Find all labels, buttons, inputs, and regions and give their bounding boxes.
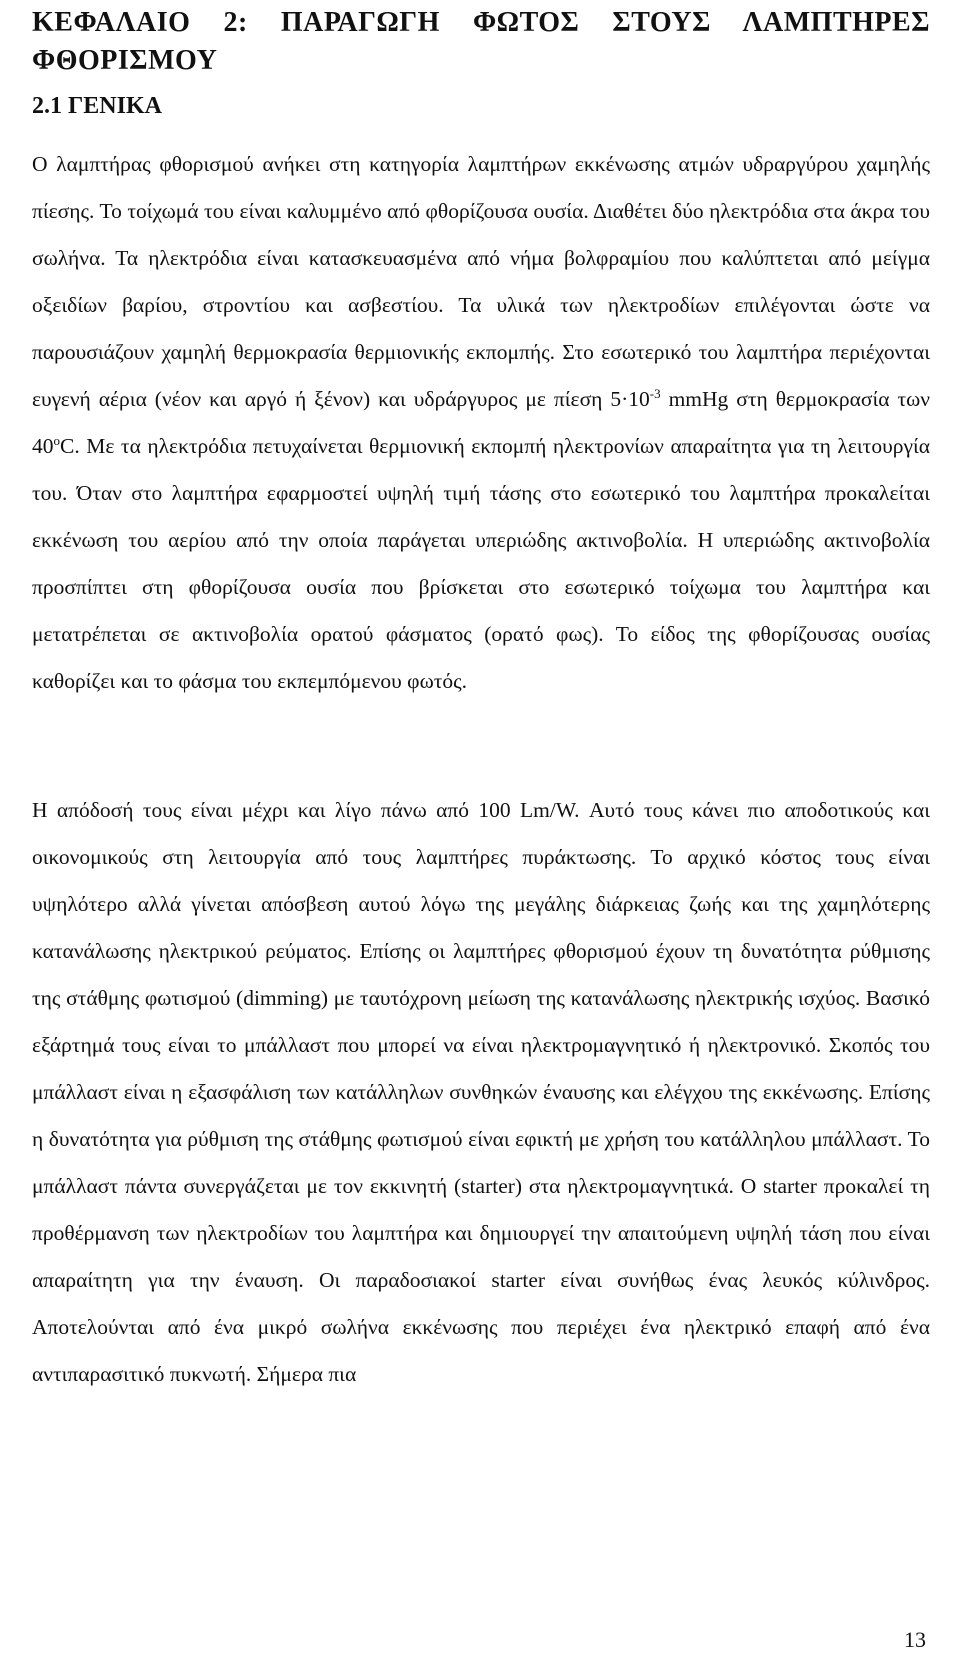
degree-superscript: o (53, 432, 60, 448)
chapter-title: ΚΕΦΑΛΑΙΟ 2: ΠΑΡΑΓΩΓΗ ΦΩΤΟΣ ΣΤΟΥΣ ΛΑΜΠΤΗΡΕΣ ΦΘΟΡΙΣΜΟΥ (32, 7, 930, 76)
page-number: 13 (904, 1627, 926, 1652)
paragraph-1-text-b: mmHg στη θερμοκρασία των 40 (32, 387, 930, 458)
body-paragraph-2: Η απόδοσή τους είναι μέχρι και λίγο πάνω από 100 Lm/W. Αυτό τους κάνει πιο αποδοτικούς και οικονομικούς στη λειτουργία από τους λαμπτήρες πυράκτωσης. Το αρχικό κόστος τους είναι υψηλότερο αλλά γίνεται απόσβεση αυτού λόγω της μεγάλης διάρκειας ζωής και της χαμηλότερης κατανάλωσης ηλεκτρικού ρεύματος. Επίσης οι λαμπτήρες φθορισμού έχουν τη δυνατότητα ρύθμισης της στάθμης φωτισμού (dimming) με ταυτόχρονη μείωση της κατανάλωσης ηλεκτρικής ισχύος. Βασικό εξάρτημά τους είναι το μπάλλαστ που μπορεί να είναι ηλεκτρομαγνητικό ή ηλεκτρονικό. Σκοπός του μπάλλαστ είναι η εξασφάλιση των κατάλληλων συνθηκών έναυσης και ελέγχου της εκκένωσης. Επίσης η δυνατότητα για ρύθμιση της στάθμης φωτισμού είναι εφικτή με χρήση του κατάλληλου μπάλλαστ. Το μπάλλαστ πάντα συνεργάζεται με τον εκκινητή (starter) στα ηλεκτρομαγνητικά. Ο starter προκαλεί τη προθέρμανση των ηλεκτροδίων του λαμπτήρα και δημιουργεί την απαιτούμενη υψηλή τάση που είναι απαραίτητη για την έναυση. Οι παραδοσιακοί starter είναι συνήθως ένας λευκός κύλινδρος. Αποτελούνται από ένα μικρό σωλήνα εκκένωσης που περιέχει ένα ηλεκτρικό επαφή από ένα αντιπαρασιτικό πυκνωτή. Σήμερα πια (32, 798, 930, 1386)
paragraph-1-text-a: Ο λαμπτήρας φθορισμού ανήκει στη κατηγορία λαμπτήρων εκκένωσης ατμών υδραργύρου χαμηλής πίεσης. Το τοίχωμά του είναι καλυμμένο από φθορίζουσα ουσία. Διαθέτει δύο ηλεκτρόδια στα άκρα του σωλήνα. Τα ηλεκτρόδια είναι κατασκευασμένα από νήμα βολφραμίου που καλύπτεται από μείγμα οξειδίων βαρίου, στροντίου και ασβεστίου. Τα υλικά των ηλεκτροδίων επιλέγονται ώστε να παρουσιάζουν χαμηλή θερμοκρασία θερμιονικής εκπομπής. Στο εσωτερικό του λαμπτήρα περιέχονται ευγενή αέρια (νέον και αργό ή ξένον) και υδράργυρος με πίεση 5·10 (32, 152, 930, 411)
section-title: 2.1 ΓΕΝΙΚΑ (32, 93, 162, 119)
paragraph-1-text-c: C. Με τα ηλεκτρόδια πετυχαίνεται θερμιονική εκπομπή ηλεκτρονίων απαραίτητα για τη λειτουργία του. Όταν στο λαμπτήρα εφαρμοστεί υψηλή τιμή τάσης στο εσωτερικό του λαμπτήρα προκαλείται εκκένωση του αερίου από την οποία παράγεται υπεριώδης ακτινοβολία. Η υπεριώδης ακτινοβολία προσπίπτει στη φθορίζουσα ουσία που βρίσκεται στο εσωτερικό τοίχωμα του λαμπτήρα και μετατρέπεται σε ακτινοβολία ορατού φάσματος (ορατό φως). Το είδος της φθορίζουσας ουσίας καθορίζει και το φάσμα του εκπεμπόμενου φωτός. (32, 434, 930, 693)
exponent-pressure: -3 (649, 385, 661, 401)
body-paragraph-1 (32, 141, 930, 705)
